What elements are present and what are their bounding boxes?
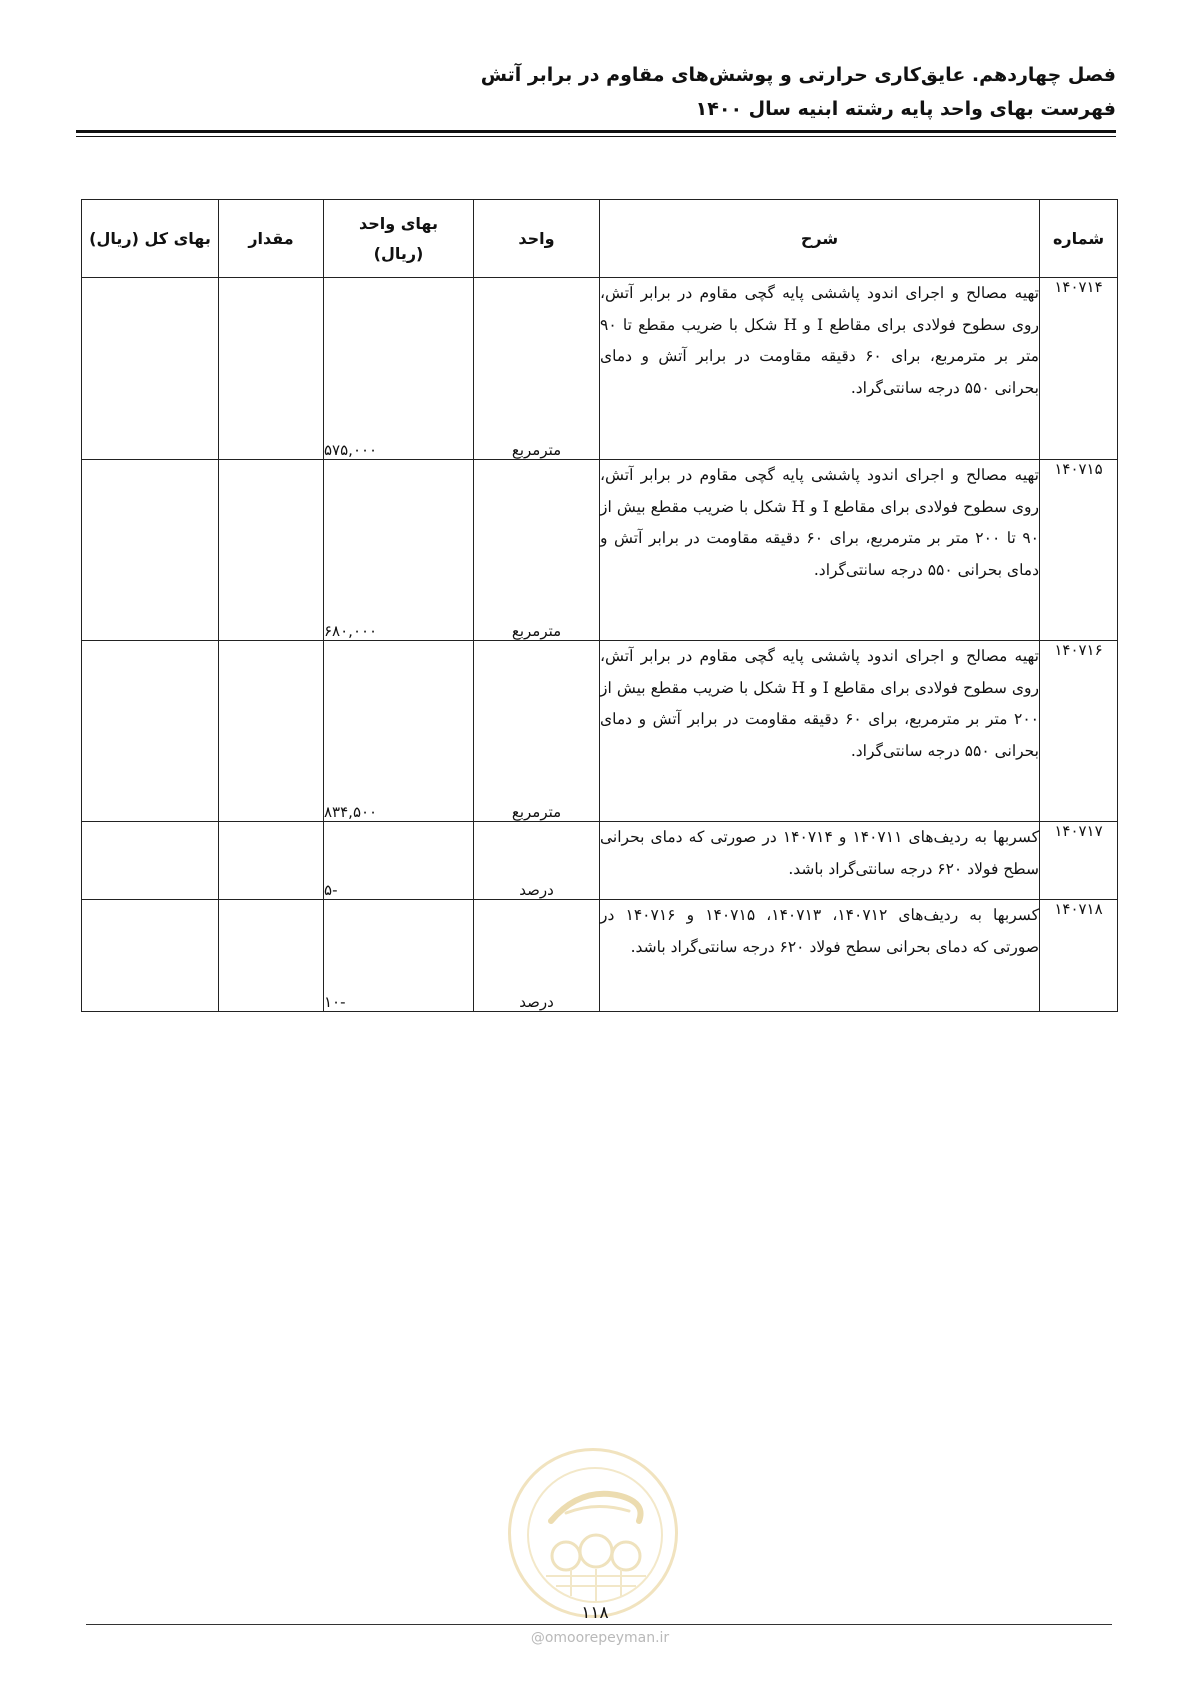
header-rule-thick — [76, 130, 1116, 133]
row-quantity — [219, 460, 324, 641]
column-header-unit: واحد — [474, 200, 600, 278]
price-list-title: فهرست بهای واحد پایه رشته ابنیه سال ۱۴۰۰ — [695, 98, 1116, 120]
chapter-title: فصل چهاردهم. عایق‌کاری حرارتی و پوشش‌های مقاوم در برابر آتش — [480, 64, 1116, 86]
row-total-price — [82, 278, 219, 460]
header-rule-thin — [76, 136, 1116, 137]
table-row — [82, 900, 1118, 1012]
row-unit: مترمربع — [474, 278, 600, 460]
column-header-number: شماره — [1040, 200, 1118, 278]
table-row — [82, 641, 1118, 822]
column-header-description: شرح — [600, 200, 1040, 278]
row-quantity — [219, 900, 324, 1012]
row-description: تهیه مصالح و اجرای اندود پاششی پایه گچی مقاوم در برابر آتش، روی سطوح فولادی برای مقاطع I و H شکل با ضریب مقطع بیش از ۲۰۰ متر بر مترمربع، برای ۶۰ دقیقه مقاومت در برابر آتش و دمای بحرانی ۵۵۰ درجه سانتی‌گراد. — [600, 641, 1040, 822]
row-unit: درصد — [474, 900, 600, 1012]
unit-price-header-line2: (ریال) — [373, 243, 424, 263]
row-description: کسربها به ردیف‌های ۱۴۰۷۱۲، ۱۴۰۷۱۳، ۱۴۰۷۱۵ و ۱۴۰۷۱۶ در صورتی که دمای بحرانی سطح فولاد ۶۲۰ درجه سانتی‌گراد باشد. — [600, 900, 1040, 1012]
row-total-price — [82, 900, 219, 1012]
row-number: ۱۴۰۷۱۵ — [1040, 460, 1118, 641]
row-unit-price: -۵ — [324, 822, 474, 900]
row-unit: درصد — [474, 822, 600, 900]
table-row — [82, 278, 1118, 460]
row-total-price — [82, 460, 219, 641]
footer-rule — [86, 1624, 1112, 1625]
row-description: تهیه مصالح و اجرای اندود پاششی پایه گچی مقاوم در برابر آتش، روی سطوح فولادی برای مقاطع I و H شکل با ضریب مقطع بیش از ۹۰ تا ۲۰۰ متر بر مترمربع، برای ۶۰ دقیقه مقاومت در برابر آتش و دمای بحرانی ۵۵۰ درجه سانتی‌گراد. — [600, 460, 1040, 641]
row-number: ۱۴۰۷۱۴ — [1040, 278, 1118, 460]
row-unit-price: ۶۸۰,۰۰۰ — [324, 460, 474, 641]
column-header-unit-price — [324, 200, 474, 278]
row-unit-price: ۸۳۴,۵۰۰ — [324, 641, 474, 822]
price-table — [81, 199, 1118, 1012]
row-number: ۱۴۰۷۱۷ — [1040, 822, 1118, 900]
row-number: ۱۴۰۷۱۸ — [1040, 900, 1118, 1012]
row-description: تهیه مصالح و اجرای اندود پاششی پایه گچی مقاوم در برابر آتش، روی سطوح فولادی برای مقاطع I و H شکل با ضریب مقطع تا ۹۰ متر بر مترمربع، برای ۶۰ دقیقه مقاومت در برابر آتش و دمای بحرانی ۵۵۰ درجه سانتی‌گراد. — [600, 278, 1040, 460]
row-unit: مترمربع — [474, 641, 600, 822]
row-quantity — [219, 822, 324, 900]
table-row — [82, 822, 1118, 900]
column-header-quantity: مقدار — [219, 200, 324, 278]
row-description: کسربها به ردیف‌های ۱۴۰۷۱۱ و ۱۴۰۷۱۴ در صورتی که دمای بحرانی سطح فولاد ۶۲۰ درجه سانتی‌گراد باشد. — [600, 822, 1040, 900]
table-row — [82, 460, 1118, 641]
unit-price-header-line1: بهای واحد — [358, 213, 438, 233]
watermark-text: @omoorepeyman.ir — [530, 1630, 670, 1646]
row-total-price — [82, 822, 219, 900]
column-header-total-price: بهای کل (ریال) — [82, 200, 219, 278]
row-unit-price: -۱۰ — [324, 900, 474, 1012]
row-unit-price: ۵۷۵,۰۰۰ — [324, 278, 474, 460]
row-unit: مترمربع — [474, 460, 600, 641]
row-quantity — [219, 641, 324, 822]
row-number: ۱۴۰۷۱۶ — [1040, 641, 1118, 822]
page-header — [76, 58, 1116, 126]
logo-emblem-icon — [511, 1451, 681, 1621]
page-number: ۱۱۸ — [581, 1603, 609, 1623]
omoorepeyman-logo — [508, 1448, 678, 1618]
row-quantity — [219, 278, 324, 460]
table-header-row — [82, 200, 1118, 278]
row-total-price — [82, 641, 219, 822]
